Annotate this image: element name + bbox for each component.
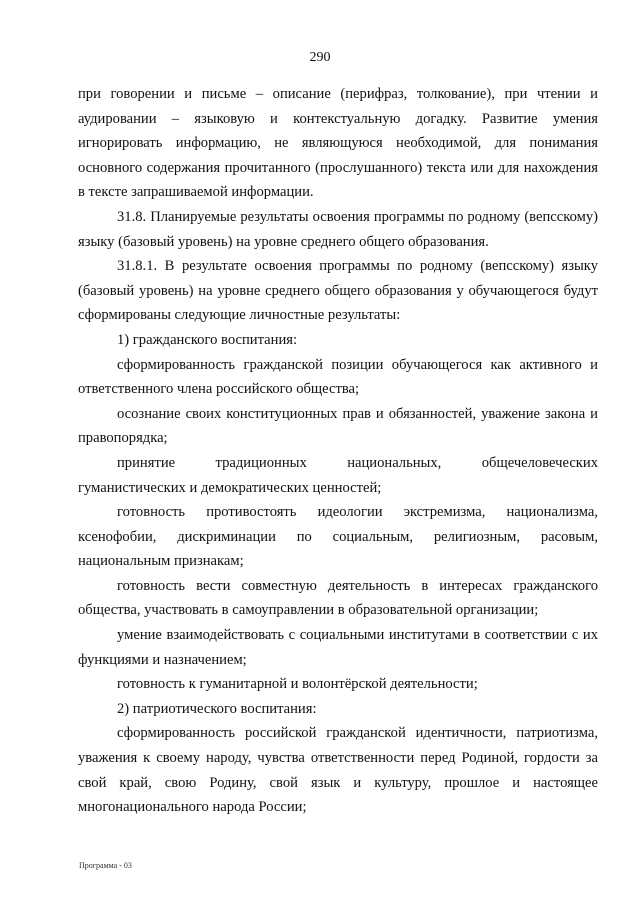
list-heading-patriotic-education: 2) патриотического воспитания:	[117, 700, 317, 717]
document-body	[78, 82, 598, 820]
list-item: готовность к гуманитарной и волонтёрской деятельности;	[117, 676, 478, 693]
list-item: сформированность гражданской позиции обучающегося как активного и ответственного члена российского общества;	[78, 356, 598, 398]
list-item: умение взаимодействовать с социальными институтами в соответствии с их функциями и назначением;	[78, 627, 598, 668]
section-heading-31-8: 31.8. Планируемые результаты освоения программы по родному (вепсскому) языку (базовый уровень) на уровне среднего общего образования.	[78, 208, 598, 250]
paragraph-continuation: при говорении и письме – описание (перифраз, толкование), при чтении и аудировании – языковую и контекстуальную догадку. Развитие умения игнорировать информацию, не являющуюся необходимой, для понимания основного содержания прочитанного (прослушанного) текста или для нахождения в тексте запрашиваемой информации.	[78, 86, 598, 201]
list-item: сформированность российской гражданской идентичности, патриотизма, уважения к своему народу, чувства ответственности перед Родиной, гордости за свой край, свою Родину, свой язык и культуру, прошлое и настоящее многонационального народа России;	[78, 725, 598, 816]
page-footer: Программа - 03	[79, 861, 132, 870]
list-item: готовность противостоять идеологии экстремизма, национализма, ксенофобии, дискриминации по социальным, религиозным, расовым, национальным признакам;	[78, 504, 598, 570]
page-number: 290	[309, 50, 331, 65]
list-heading-civic-education: 1) гражданского воспитания:	[117, 331, 298, 348]
section-31-8-1: 31.8.1. В результате освоения программы по родному (вепсскому) языку (базовый уровень) на уровне среднего общего образования у обучающегося будут сформированы следующие личностные результаты:	[78, 258, 598, 324]
list-item: осознание своих конституционных прав и обязанностей, уважение закона и правопорядка;	[78, 405, 598, 447]
list-item: принятие традиционных национальных, общечеловеческих гуманистических и демократических ценностей;	[78, 454, 598, 496]
list-item: готовность вести совместную деятельность в интересах гражданского общества, участвовать в самоуправлении в образовательной организации;	[78, 577, 598, 619]
